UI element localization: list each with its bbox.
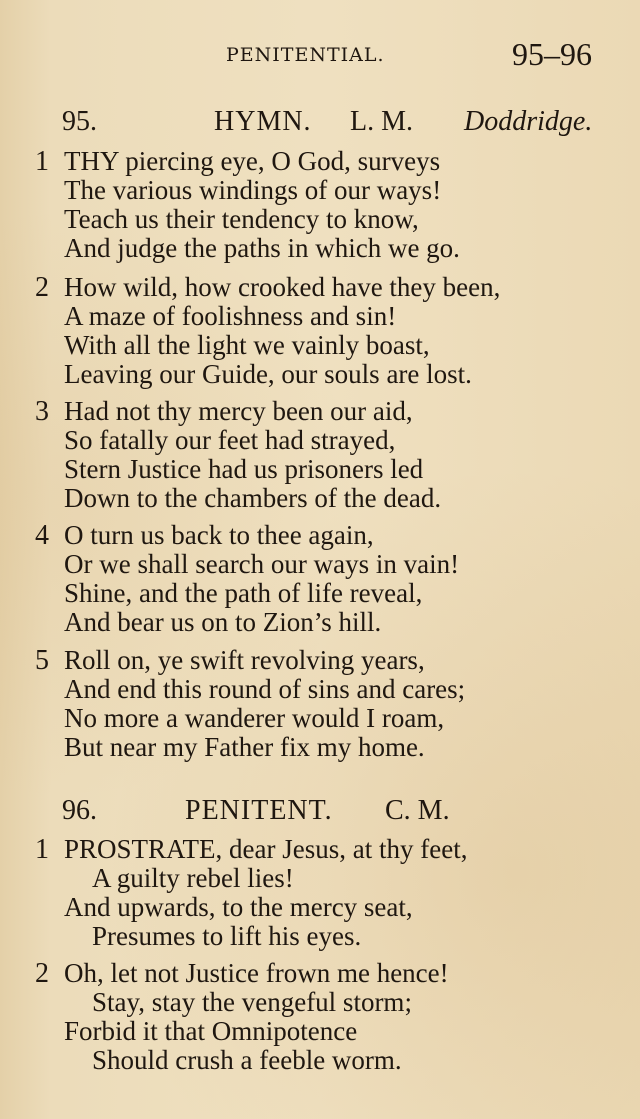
hymn-title: HYMN. xyxy=(214,106,312,137)
stanza-number: 5 xyxy=(35,645,49,676)
hymn-author: Doddridge. xyxy=(464,106,593,137)
verse-line: A maze of foolishness and sin! xyxy=(64,301,397,331)
verse-line: O turn us back to thee again, xyxy=(64,520,374,550)
verse-line: And end this round of sins and cares; xyxy=(64,674,466,704)
stanza-number: 1 xyxy=(35,834,49,865)
verse-line: Forbid it that Omnipotence xyxy=(64,1016,358,1046)
verse-line: A guilty rebel lies! xyxy=(92,863,294,893)
verse-line: Roll on, ye swift revolving years, xyxy=(64,645,425,675)
verse-line: Stay, stay the vengeful storm; xyxy=(92,987,412,1017)
stanza-number: 4 xyxy=(35,520,49,551)
verse-line: With all the light we vainly boast, xyxy=(64,330,430,360)
stanza-number: 3 xyxy=(35,396,49,427)
verse-line: But near my Father fix my home. xyxy=(64,732,425,762)
verse-line: Shine, and the path of life reveal, xyxy=(64,578,423,608)
verse-line: And bear us on to Zion’s hill. xyxy=(64,607,382,637)
verse-line: Leaving our Guide, our souls are lost. xyxy=(64,359,472,389)
verse-line: So fatally our feet had strayed, xyxy=(64,425,396,455)
verse-line: THY piercing eye, O God, surveys xyxy=(64,146,441,176)
running-head xyxy=(0,36,640,72)
verse-line: And judge the paths in which we go. xyxy=(64,233,460,263)
hymn-96-header xyxy=(0,795,600,829)
verse-line: Or we shall search our ways in vain! xyxy=(64,549,460,579)
verse-line: Should crush a feeble worm. xyxy=(92,1045,402,1075)
verse-line: Stern Justice had us prisoners led xyxy=(64,454,424,484)
verse-line: The various windings of our ways! xyxy=(64,175,442,205)
verse-line: PROSTRATE, dear Jesus, at thy feet, xyxy=(64,834,468,864)
hymn-meter: L. M. xyxy=(350,106,413,137)
stanza-number: 1 xyxy=(35,146,49,177)
hymn-number: 96. xyxy=(62,795,97,826)
verse-line: Teach us their tendency to know, xyxy=(64,204,419,234)
verse-line: Oh, let not Justice frown me hence! xyxy=(64,958,449,988)
hymn-title: PENITENT. xyxy=(185,795,333,826)
stanza-number: 2 xyxy=(35,272,49,303)
verse-line: How wild, how crooked have they been, xyxy=(64,272,501,302)
verse-line: Had not thy mercy been our aid, xyxy=(64,396,413,426)
hymn-95-header xyxy=(0,106,600,140)
verse-line: No more a wanderer would I roam, xyxy=(64,703,445,733)
verse-line: Presumes to lift his eyes. xyxy=(92,921,362,951)
verse-line: And upwards, to the mercy seat, xyxy=(64,892,413,922)
running-head-title: PENITENTIAL. xyxy=(226,44,385,66)
stanza-number: 2 xyxy=(35,958,49,989)
hymn-number: 95. xyxy=(62,106,97,137)
verse-line: Down to the chambers of the dead. xyxy=(64,483,442,513)
hymn-meter: C. M. xyxy=(385,795,450,826)
running-head-page-numbers: 95–96 xyxy=(512,36,592,72)
